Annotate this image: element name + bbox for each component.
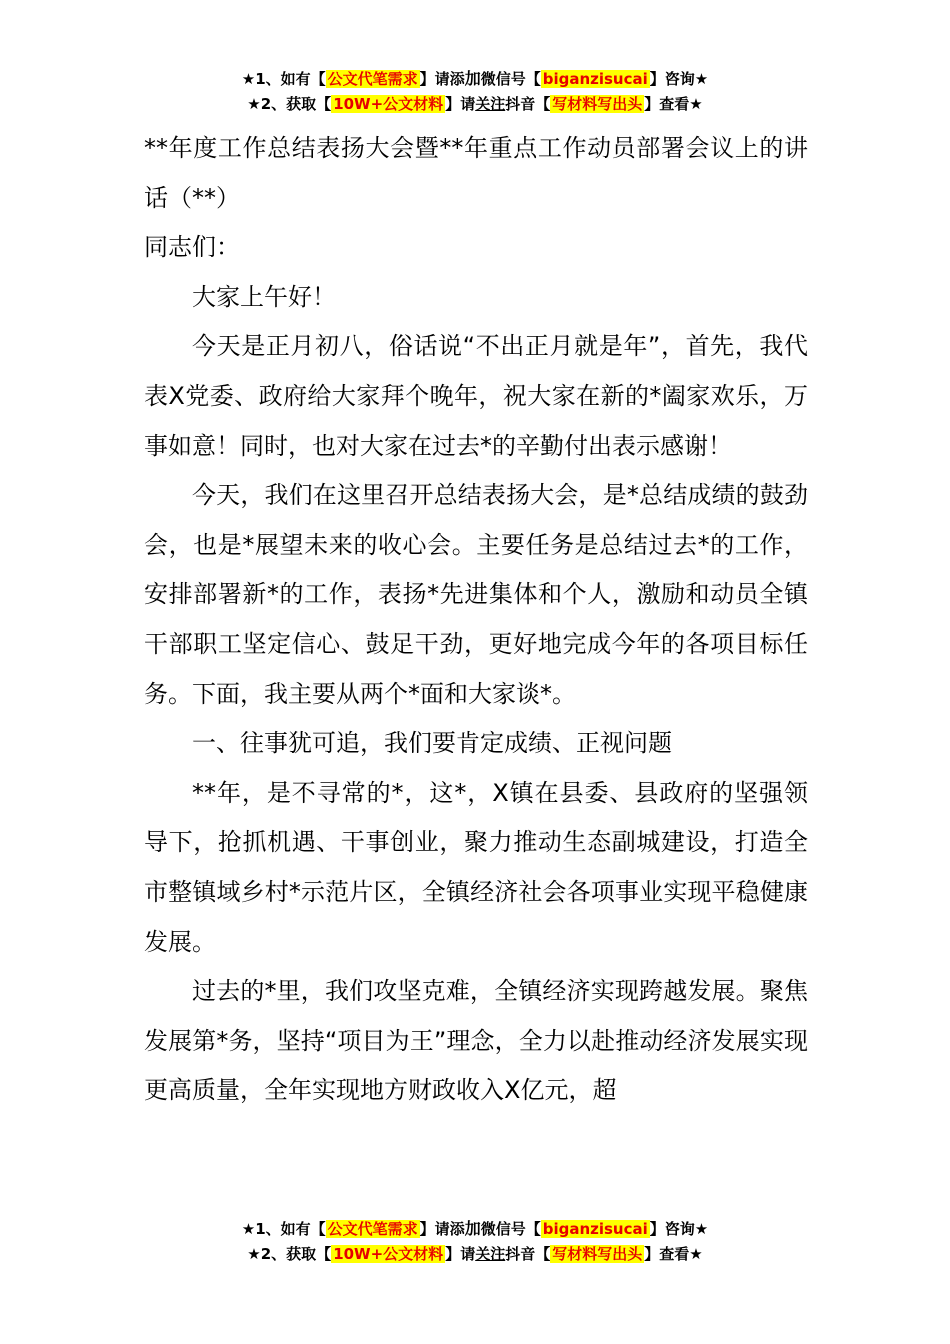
paragraph: 今天是正月初八，俗话说“不出正月就是年”，首先，我代表X党委、政府给大家拜个晚年，祝大家在新的*阖家欢乐，万事如意！同时，也对大家在过去*的辛勤付出表示感谢！ bbox=[144, 332, 808, 460]
banner-text: 】请 bbox=[445, 1245, 476, 1263]
paragraph: 过去的*里，我们攻坚克难，全镇经济实现跨越发展。聚焦发展第*务，坚持“项目为王”理念，全力以赴推动经济发展实现更高质量，全年实现地方财政收入X亿元，超 bbox=[144, 977, 808, 1105]
banner-text: 微信号【 bbox=[480, 1220, 541, 1238]
banner-text: 】咨询★ bbox=[649, 1220, 709, 1238]
banner-douyin-id: 写材料写出头 bbox=[552, 1245, 643, 1263]
section-heading: 一、往事犹可追，我们要肯定成绩、正视问题 bbox=[192, 729, 672, 758]
banner-highlight: 10W+公文材料 bbox=[333, 1245, 444, 1263]
paragraph: 今天，我们在这里召开总结表扬大会，是*总结成绩的鼓劲会，也是*展望未来的收心会。主要任务是总结过去*的工作，安排部署新*的工作，表扬*先进集体和个人，激励和动员全镇干部职工坚定信心、鼓足干劲，更好地完成今年的各项目标任务。下面，我主要从两个*面和大家谈*。 bbox=[144, 481, 808, 708]
banner-text: 微信号【 bbox=[480, 70, 541, 88]
top-banner-line-1 bbox=[0, 68, 950, 90]
banner-text: ★1、如有【 bbox=[241, 1220, 326, 1238]
document-body bbox=[144, 124, 808, 1116]
banner-text: 】咨询★ bbox=[649, 70, 709, 88]
bottom-banner-line-2 bbox=[0, 1243, 950, 1265]
document-title: **年度工作总结表扬大会暨**年重点工作动员部署会议上的讲话（**） bbox=[144, 134, 808, 212]
banner-text: 抖音【 bbox=[505, 95, 551, 113]
banner-text: 关注 bbox=[475, 95, 506, 113]
banner-text: 关注 bbox=[475, 1245, 506, 1263]
banner-highlight: 10W+公文材料 bbox=[333, 95, 444, 113]
banner-text: 】查看★ bbox=[644, 1245, 703, 1263]
banner-text: 抖音【 bbox=[505, 1245, 551, 1263]
banner-text: 加 bbox=[464, 69, 481, 88]
banner-text: ★2、获取【 bbox=[247, 1245, 332, 1263]
banner-wechat-id: biganzisucai bbox=[542, 1220, 648, 1238]
banner-text: 】查看★ bbox=[644, 95, 703, 113]
banner-douyin-id: 写材料写出头 bbox=[552, 95, 643, 113]
banner-highlight: 公文代笔需求 bbox=[327, 70, 418, 88]
banner-text: 】请 bbox=[445, 95, 476, 113]
salutation: 同志们： bbox=[144, 233, 240, 262]
greeting: 大家上午好！ bbox=[192, 282, 336, 311]
banner-text: ★2、获取【 bbox=[247, 95, 332, 113]
banner-text: 】请添 bbox=[419, 70, 465, 88]
paragraph: **年，是不寻常的*，这*，X镇在县委、县政府的坚强领导下，抢抓机遇、干事创业，聚力推动生态副城建设，打造全市整镇域乡村*示范片区，全镇经济社会各项事业实现平稳健康发展。 bbox=[144, 778, 808, 956]
banner-text: 加 bbox=[464, 1219, 481, 1238]
banner-highlight: 公文代笔需求 bbox=[327, 1220, 418, 1238]
banner-wechat-id: biganzisucai bbox=[542, 70, 648, 88]
banner-text: 】请添 bbox=[419, 1220, 465, 1238]
bottom-banner-line-1 bbox=[0, 1218, 950, 1240]
top-banner-line-2 bbox=[0, 93, 950, 115]
banner-text: ★1、如有【 bbox=[241, 70, 326, 88]
